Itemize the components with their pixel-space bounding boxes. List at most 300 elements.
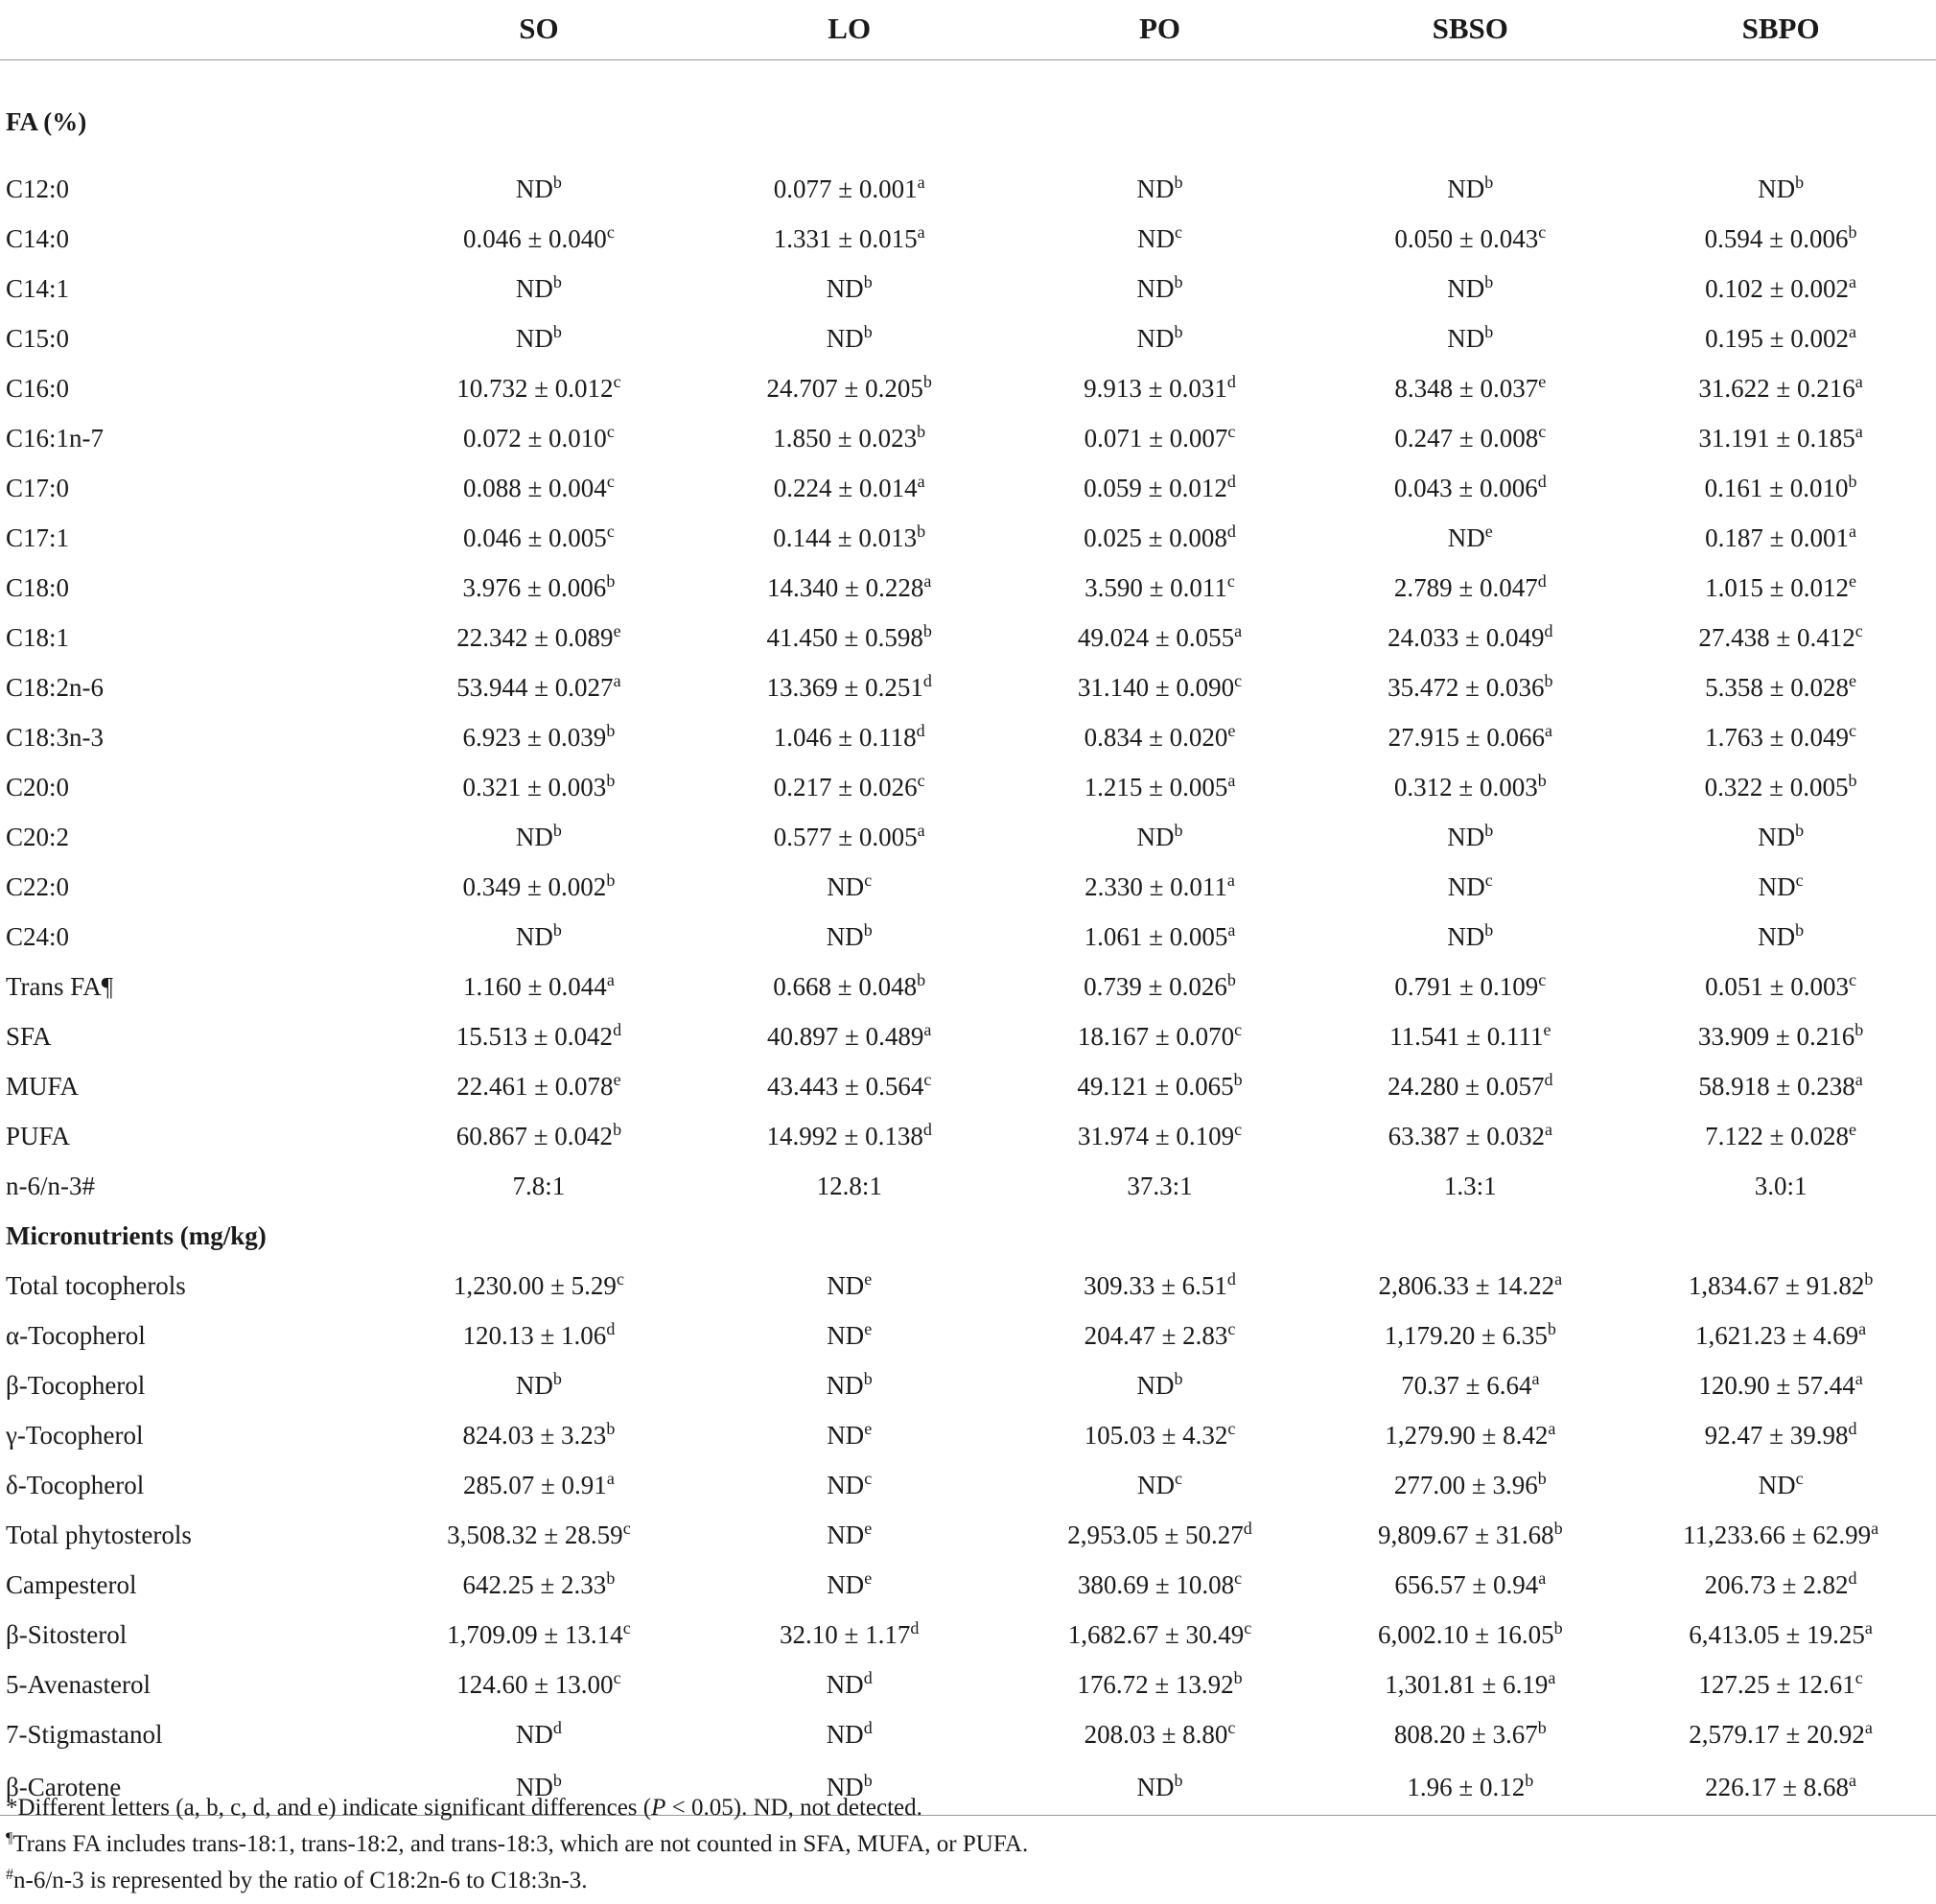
table-cell bbox=[1315, 1709, 1625, 1759]
table-cell bbox=[694, 1560, 1005, 1610]
table-cell bbox=[384, 1560, 694, 1610]
significance-letter: c bbox=[1234, 1567, 1243, 1588]
cell-value: 2,806.33 ± 14.22 bbox=[1378, 1270, 1555, 1300]
header-row bbox=[0, 0, 1936, 60]
table-cell bbox=[384, 1660, 694, 1709]
cell-value: 53.944 ± 0.027 bbox=[456, 672, 614, 702]
cell-value: ND bbox=[515, 822, 553, 851]
cell-value: ND bbox=[827, 1569, 865, 1599]
significance-letter: c bbox=[864, 1468, 873, 1488]
significance-letter: c bbox=[1795, 870, 1804, 890]
significance-letter: e bbox=[1849, 670, 1856, 690]
significance-letter: a bbox=[1854, 421, 1863, 441]
cell-value: 37.3:1 bbox=[1127, 1171, 1193, 1200]
table-cell bbox=[384, 513, 694, 563]
significance-letter: b bbox=[922, 371, 932, 391]
row-label: β-Carotene bbox=[0, 1759, 384, 1816]
significance-letter: b bbox=[613, 1119, 622, 1139]
table-cell bbox=[694, 712, 1005, 762]
table-cell bbox=[1315, 563, 1625, 613]
significance-letter: a bbox=[1538, 1567, 1547, 1588]
cell-value: 1,279.90 ± 8.42 bbox=[1385, 1420, 1549, 1450]
significance-letter: b bbox=[552, 919, 562, 940]
table-cell bbox=[1315, 1410, 1625, 1460]
table-cell bbox=[1005, 1460, 1316, 1510]
table-row bbox=[0, 613, 1936, 662]
cell-value: 0.321 ± 0.003 bbox=[462, 772, 607, 801]
cell-value: 176.72 ± 13.92 bbox=[1077, 1669, 1234, 1699]
cell-value: ND bbox=[1136, 1772, 1175, 1801]
cell-value: 0.224 ± 0.014 bbox=[773, 473, 918, 502]
cell-value: 206.73 ± 2.82 bbox=[1704, 1569, 1849, 1599]
table-cell bbox=[1005, 313, 1316, 363]
significance-letter: c bbox=[1849, 969, 1856, 989]
cell-value: 0.594 ± 0.006 bbox=[1704, 223, 1849, 253]
cell-value: ND bbox=[515, 1719, 553, 1749]
cell-value: ND bbox=[827, 871, 865, 901]
table-cell bbox=[694, 1660, 1005, 1709]
cell-value: ND bbox=[1758, 1470, 1796, 1499]
significance-letter: d bbox=[613, 1019, 622, 1039]
significance-letter: a bbox=[1234, 620, 1243, 640]
cell-value: 2.330 ± 0.011 bbox=[1085, 871, 1227, 901]
cell-value: 31.191 ± 0.185 bbox=[1698, 423, 1855, 453]
cell-value: 309.33 ± 6.51 bbox=[1084, 1270, 1227, 1300]
cell-value: ND bbox=[515, 323, 553, 353]
significance-letter: b bbox=[1174, 172, 1183, 192]
significance-letter: b bbox=[863, 919, 873, 940]
significance-letter: b bbox=[1484, 172, 1494, 192]
significance-letter: e bbox=[864, 1268, 873, 1289]
cell-value: ND bbox=[826, 921, 864, 951]
significance-letter: d bbox=[863, 1667, 873, 1687]
table-cell bbox=[1315, 214, 1625, 264]
significance-letter: b bbox=[1484, 919, 1494, 940]
table-cell bbox=[1315, 264, 1625, 313]
cell-value: 1.96 ± 0.12 bbox=[1407, 1772, 1526, 1801]
table-row bbox=[0, 912, 1936, 962]
table-cell bbox=[384, 1311, 694, 1360]
table-cell bbox=[1315, 912, 1625, 962]
table-cell bbox=[384, 413, 694, 463]
significance-letter: b bbox=[1864, 1268, 1874, 1289]
table-cell bbox=[384, 1410, 694, 1460]
table-cell bbox=[1315, 363, 1625, 413]
table-cell bbox=[384, 1460, 694, 1510]
row-label: Trans FA¶ bbox=[6, 971, 114, 1001]
cell-value: 41.450 ± 0.598 bbox=[766, 622, 923, 652]
cell-value: ND bbox=[515, 1772, 553, 1801]
cell-value: ND bbox=[515, 921, 553, 951]
table-row bbox=[0, 264, 1936, 313]
table-cell bbox=[1315, 1610, 1625, 1660]
significance-letter: b bbox=[863, 1368, 873, 1388]
table-cell bbox=[1625, 1460, 1936, 1510]
cell-value: 0.050 ± 0.043 bbox=[1394, 223, 1539, 253]
table-cell bbox=[694, 1261, 1005, 1311]
table-cell bbox=[1625, 662, 1936, 712]
cell-value: ND bbox=[827, 1520, 865, 1549]
table-cell bbox=[1005, 762, 1316, 812]
cell-value: 8.348 ± 0.037 bbox=[1394, 373, 1539, 403]
cell-value: 1,621.23 ± 4.69 bbox=[1695, 1320, 1859, 1350]
significance-letter: c bbox=[1795, 1468, 1804, 1488]
footnote-text: n-6/n-3 is represented by the ratio of C18:2n-6 to C18:3n-3. bbox=[13, 1868, 588, 1893]
significance-letter: b bbox=[1525, 1770, 1534, 1790]
table-cell bbox=[1005, 1311, 1316, 1360]
significance-letter: c bbox=[622, 1617, 631, 1637]
significance-letter: a bbox=[917, 172, 925, 192]
table-cell bbox=[384, 1709, 694, 1759]
table-cell bbox=[1625, 1759, 1936, 1816]
cell-value: 0.247 ± 0.008 bbox=[1394, 423, 1539, 453]
row-label: SFA bbox=[6, 1021, 52, 1051]
table-row bbox=[0, 812, 1936, 862]
table-cell bbox=[384, 613, 694, 662]
row-label: C20:0 bbox=[6, 772, 70, 801]
table-row bbox=[0, 962, 1936, 1011]
table-row bbox=[0, 1410, 1936, 1460]
significance-letter: a bbox=[1544, 1119, 1552, 1139]
cell-value: 31.140 ± 0.090 bbox=[1077, 672, 1235, 702]
significance-letter: b bbox=[1174, 271, 1183, 291]
table-cell bbox=[1315, 1111, 1625, 1161]
significance-letter: c bbox=[606, 471, 615, 491]
significance-letter: b bbox=[863, 321, 873, 341]
cell-value: ND bbox=[1447, 921, 1485, 951]
significance-letter: e bbox=[1227, 720, 1236, 740]
row-label: 7-Stigmastanol bbox=[6, 1719, 163, 1749]
cell-value: 0.791 ± 0.109 bbox=[1394, 971, 1539, 1001]
cell-value: 49.024 ± 0.055 bbox=[1077, 622, 1235, 652]
table-cell bbox=[694, 214, 1005, 264]
cell-value: 13.369 ± 0.251 bbox=[766, 672, 923, 702]
table-cell bbox=[1005, 1360, 1316, 1410]
table-cell bbox=[1005, 1560, 1316, 1610]
significance-letter: a bbox=[923, 570, 932, 591]
table-cell bbox=[1005, 1660, 1316, 1709]
cell-value: ND bbox=[827, 1270, 865, 1300]
table-cell bbox=[1315, 1061, 1625, 1111]
significance-letter: c bbox=[1234, 1119, 1243, 1139]
table-cell bbox=[384, 812, 694, 862]
cell-value: 1.046 ± 0.118 bbox=[773, 722, 917, 752]
table-cell bbox=[694, 762, 1005, 812]
cell-value: 0.144 ± 0.013 bbox=[773, 522, 918, 552]
cell-value: 105.03 ± 4.32 bbox=[1084, 1420, 1228, 1450]
table-cell bbox=[1005, 812, 1316, 862]
row-label: C17:0 bbox=[6, 473, 70, 502]
cell-value: 2,953.05 ± 50.27 bbox=[1067, 1520, 1244, 1549]
table-cell bbox=[1005, 363, 1316, 413]
table-cell bbox=[1005, 662, 1316, 712]
table-cell bbox=[1625, 962, 1936, 1011]
table-cell bbox=[694, 1410, 1005, 1460]
table-row bbox=[0, 762, 1936, 812]
table-cell bbox=[1315, 1460, 1625, 1510]
table-row bbox=[0, 1011, 1936, 1061]
table-row bbox=[0, 1709, 1936, 1759]
cell-value: 380.69 ± 10.08 bbox=[1077, 1569, 1235, 1599]
table-cell bbox=[1625, 812, 1936, 862]
cell-value: 1.215 ± 0.005 bbox=[1084, 772, 1228, 801]
significance-letter: c bbox=[1538, 969, 1547, 989]
row-label: β-Sitosterol bbox=[6, 1619, 128, 1649]
table-cell bbox=[694, 413, 1005, 463]
column-header: SO bbox=[384, 0, 694, 60]
significance-letter: a bbox=[1226, 870, 1235, 890]
significance-letter: e bbox=[1849, 570, 1856, 591]
table-cell bbox=[1315, 463, 1625, 513]
cell-value: 0.072 ± 0.010 bbox=[462, 423, 607, 453]
table-cell bbox=[694, 513, 1005, 563]
significance-letter: b bbox=[917, 521, 926, 541]
table-cell bbox=[384, 363, 694, 413]
row-label: n-6/n-3# bbox=[6, 1171, 95, 1200]
cell-value: 14.340 ± 0.228 bbox=[767, 572, 924, 602]
cell-value: 70.37 ± 6.64 bbox=[1401, 1370, 1532, 1400]
table-cell bbox=[694, 164, 1005, 214]
significance-letter: d bbox=[552, 1717, 562, 1737]
cell-value: ND bbox=[1447, 323, 1485, 353]
cell-value: 9.913 ± 0.031 bbox=[1084, 373, 1227, 403]
table-cell bbox=[1315, 1660, 1625, 1709]
cell-value: 43.443 ± 0.564 bbox=[767, 1071, 924, 1101]
cell-value: ND bbox=[515, 174, 553, 203]
table-cell bbox=[384, 1161, 694, 1211]
table-cell bbox=[694, 363, 1005, 413]
cell-value: 11,233.66 ± 62.99 bbox=[1683, 1520, 1872, 1549]
table-cell bbox=[1315, 513, 1625, 563]
table-cell bbox=[1625, 1111, 1936, 1161]
table-cell bbox=[694, 463, 1005, 513]
significance-letter: c bbox=[613, 1667, 621, 1687]
table-row bbox=[0, 214, 1936, 264]
significance-letter: a bbox=[1854, 1069, 1863, 1089]
table-cell bbox=[694, 962, 1005, 1011]
cell-value: 0.161 ± 0.010 bbox=[1704, 473, 1849, 502]
cell-value: 1,834.67 ± 91.82 bbox=[1688, 1270, 1865, 1300]
significance-letter: d bbox=[1544, 620, 1553, 640]
cell-value: 92.47 ± 39.98 bbox=[1704, 1420, 1849, 1450]
table-row bbox=[0, 1360, 1936, 1410]
row-label: Total phytosterols bbox=[6, 1520, 192, 1549]
significance-letter: c bbox=[606, 521, 615, 541]
table-cell bbox=[1005, 1111, 1316, 1161]
table-cell bbox=[384, 1360, 694, 1410]
significance-letter: c bbox=[1227, 1318, 1236, 1338]
table-row bbox=[0, 1560, 1936, 1610]
significance-letter: d bbox=[1544, 1069, 1553, 1089]
section-row bbox=[0, 60, 1936, 165]
table-cell bbox=[1005, 712, 1316, 762]
cell-value: 58.918 ± 0.238 bbox=[1698, 1071, 1855, 1101]
significance-letter: a bbox=[1858, 1318, 1867, 1338]
cell-value: 3.976 ± 0.006 bbox=[462, 572, 607, 602]
significance-letter: e bbox=[864, 1418, 873, 1438]
table-cell bbox=[1625, 463, 1936, 513]
cell-value: ND bbox=[1447, 822, 1485, 851]
table-row bbox=[0, 1660, 1936, 1709]
table-row bbox=[0, 413, 1936, 463]
table-cell bbox=[694, 1061, 1005, 1111]
cell-value: 0.349 ± 0.002 bbox=[462, 871, 607, 901]
table-cell bbox=[694, 1460, 1005, 1510]
cell-value: 824.03 ± 3.23 bbox=[462, 1420, 607, 1450]
row-label: δ-Tocopherol bbox=[6, 1470, 145, 1499]
significance-letter: c bbox=[1227, 1717, 1236, 1737]
cell-value: 22.461 ± 0.078 bbox=[456, 1071, 614, 1101]
significance-letter: e bbox=[1543, 1019, 1551, 1039]
significance-letter: c bbox=[1854, 620, 1863, 640]
cell-value: 0.195 ± 0.002 bbox=[1705, 323, 1849, 353]
cell-value: 0.077 ± 0.001 bbox=[773, 174, 918, 203]
table-cell bbox=[1005, 1011, 1316, 1061]
significance-letter: e bbox=[1484, 521, 1493, 541]
header-blank bbox=[0, 0, 384, 60]
footnote-ratio bbox=[6, 1869, 588, 1892]
table-cell bbox=[1315, 1510, 1625, 1560]
table-row bbox=[0, 1460, 1936, 1510]
footnote-text: < 0.05). ND, not detected. bbox=[665, 1795, 922, 1821]
cell-value: 0.322 ± 0.005 bbox=[1704, 772, 1849, 801]
significance-letter: a bbox=[917, 221, 925, 242]
cell-value: 12.8:1 bbox=[816, 1171, 882, 1200]
significance-letter: d bbox=[910, 1617, 920, 1637]
cell-value: 1.763 ± 0.049 bbox=[1705, 722, 1849, 752]
table-cell bbox=[1625, 912, 1936, 962]
table-row bbox=[0, 1111, 1936, 1161]
significance-letter: b bbox=[1544, 670, 1553, 690]
cell-value: 14.992 ± 0.138 bbox=[766, 1121, 923, 1150]
table-row bbox=[0, 513, 1936, 563]
table-row bbox=[0, 1061, 1936, 1111]
table-cell bbox=[1005, 862, 1316, 912]
cell-value: 9,809.67 ± 31.68 bbox=[1378, 1520, 1554, 1549]
cell-value: 1,230.00 ± 5.29 bbox=[453, 1270, 617, 1300]
significance-letter: c bbox=[1484, 870, 1493, 890]
significance-letter: b bbox=[552, 172, 562, 192]
row-label: Total tocopherols bbox=[6, 1270, 186, 1300]
significance-letter: c bbox=[616, 1268, 624, 1289]
cell-value: 2.789 ± 0.047 bbox=[1393, 572, 1538, 602]
table-cell bbox=[384, 264, 694, 313]
table-cell bbox=[1625, 1061, 1936, 1111]
significance-letter: b bbox=[1174, 1368, 1183, 1388]
table-cell bbox=[1625, 1610, 1936, 1660]
significance-letter: b bbox=[606, 1418, 616, 1438]
significance-letter: c bbox=[606, 421, 615, 441]
cell-value: 1,709.09 ± 13.14 bbox=[447, 1619, 623, 1649]
cell-value: 3.590 ± 0.011 bbox=[1085, 572, 1227, 602]
row-label: C16:0 bbox=[6, 373, 70, 403]
table-cell bbox=[1005, 463, 1316, 513]
table-row bbox=[0, 862, 1936, 912]
significance-letter: c bbox=[1174, 221, 1182, 242]
significance-letter: a bbox=[1554, 1268, 1563, 1289]
table-cell bbox=[1625, 1410, 1936, 1460]
significance-letter: b bbox=[1795, 820, 1805, 840]
cell-value: 3,508.32 ± 28.59 bbox=[447, 1520, 623, 1549]
significance-letter: a bbox=[1871, 1518, 1879, 1538]
cell-value: 808.20 ± 3.67 bbox=[1393, 1719, 1538, 1749]
significance-letter: c bbox=[606, 221, 615, 242]
cell-value: 0.739 ± 0.026 bbox=[1084, 971, 1227, 1001]
column-header: PO bbox=[1005, 0, 1316, 60]
table-cell bbox=[694, 563, 1005, 613]
table-cell bbox=[1005, 912, 1316, 962]
table-cell bbox=[1625, 214, 1936, 264]
cell-value: ND bbox=[1136, 273, 1175, 303]
significance-letter: a bbox=[1849, 321, 1856, 341]
table-cell bbox=[1315, 962, 1625, 1011]
significance-letter: a bbox=[1849, 271, 1856, 291]
table-cell bbox=[1625, 1311, 1936, 1360]
significance-letter: c bbox=[613, 371, 621, 391]
table-cell bbox=[1005, 1261, 1316, 1311]
table-cell bbox=[1005, 1709, 1316, 1759]
significance-letter: b bbox=[917, 421, 926, 441]
row-label: C14:0 bbox=[6, 223, 70, 253]
table-cell bbox=[384, 912, 694, 962]
footnote-mark: ¶ bbox=[6, 1830, 13, 1846]
significance-letter: b bbox=[1174, 321, 1183, 341]
table-cell bbox=[1315, 1311, 1625, 1360]
cell-value: 6,002.10 ± 16.05 bbox=[1378, 1619, 1554, 1649]
significance-letter: c bbox=[917, 770, 925, 790]
table-cell bbox=[1315, 662, 1625, 712]
significance-letter: a bbox=[1544, 720, 1552, 740]
table-row bbox=[0, 1261, 1936, 1311]
table-cell bbox=[1005, 413, 1316, 463]
significance-letter: d bbox=[1226, 521, 1236, 541]
table-cell bbox=[694, 1510, 1005, 1560]
row-label: C24:0 bbox=[6, 921, 70, 951]
cell-value: 11.541 ± 0.111 bbox=[1389, 1021, 1544, 1051]
table-cell bbox=[694, 1111, 1005, 1161]
table-cell bbox=[1315, 762, 1625, 812]
significance-letter: d bbox=[916, 720, 925, 740]
cell-value: 285.07 ± 0.91 bbox=[462, 1470, 607, 1499]
significance-letter: b bbox=[552, 1770, 562, 1790]
table-cell bbox=[1315, 413, 1625, 463]
significance-letter: c bbox=[923, 1069, 932, 1089]
table-header bbox=[0, 0, 1936, 60]
significance-letter: b bbox=[1174, 1770, 1183, 1790]
significance-letter: a bbox=[1849, 521, 1856, 541]
significance-letter: b bbox=[1848, 221, 1857, 242]
significance-letter: c bbox=[864, 870, 873, 890]
table-cell bbox=[384, 563, 694, 613]
table-cell bbox=[1315, 1759, 1625, 1816]
cell-value: 0.577 ± 0.005 bbox=[773, 822, 918, 851]
table-cell bbox=[1625, 1360, 1936, 1410]
cell-value: 0.668 ± 0.048 bbox=[773, 971, 918, 1001]
cell-value: ND bbox=[1136, 223, 1175, 253]
table-cell bbox=[384, 1111, 694, 1161]
cell-value: ND bbox=[827, 1470, 865, 1499]
cell-value: 1,179.20 ± 6.35 bbox=[1384, 1320, 1548, 1350]
table-cell bbox=[1005, 613, 1316, 662]
table-cell bbox=[1625, 1560, 1936, 1610]
cell-value: 32.10 ± 1.17 bbox=[780, 1619, 911, 1649]
cell-value: ND bbox=[826, 1370, 864, 1400]
table-cell bbox=[1315, 313, 1625, 363]
table-cell bbox=[384, 1061, 694, 1111]
cell-value: ND bbox=[1758, 174, 1796, 203]
table-cell bbox=[1315, 812, 1625, 862]
significance-letter: c bbox=[1538, 221, 1547, 242]
